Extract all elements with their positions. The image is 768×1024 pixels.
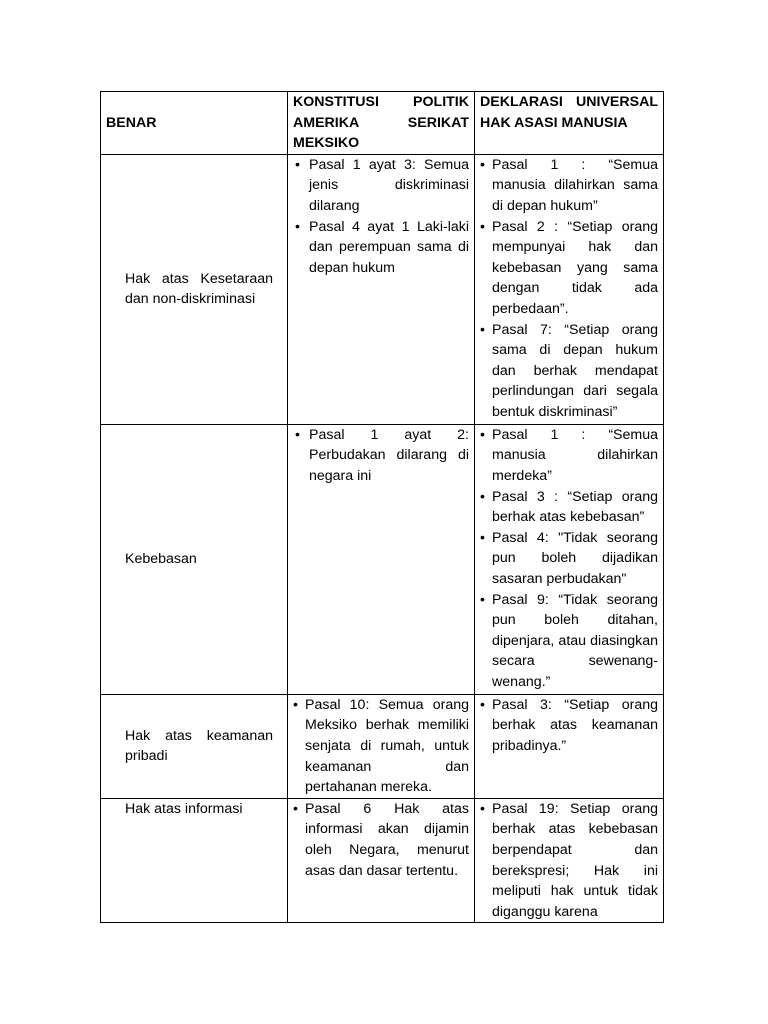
- konstitusi-list: [293, 425, 469, 487]
- table-row: [101, 154, 664, 424]
- topic-cell: [101, 154, 288, 424]
- deklarasi-cell: [475, 424, 664, 694]
- list-item: • Pasal 3: “Setiap orang berhak atas keamanan pribadinya.”: [480, 695, 658, 757]
- header-benar: BENAR: [101, 92, 288, 155]
- list-item: • Pasal 1 : “Semua manusia dilahirkan sama di depan hukum”: [480, 155, 658, 217]
- table-row: [101, 424, 664, 694]
- list-item: • Pasal 1 : “Semua manusia dilahirkan merdeka”: [480, 425, 658, 487]
- konstitusi-cell: [288, 798, 475, 923]
- konstitusi-cell: [288, 694, 475, 798]
- table-header-row: [101, 92, 664, 155]
- table-row: [101, 798, 664, 923]
- topic-label: Hak atas keamanan pribadi: [125, 727, 273, 765]
- list-item: • Pasal 19: Setiap orang berhak atas kebebasan berpendapat dan berekspresi; Hak ini meliputi hak untuk tidak diganggu karena: [480, 799, 658, 923]
- list-item: • Pasal 4: "Tidak seorang pun boleh dijadikan sasaran perbudakan": [480, 528, 658, 590]
- konstitusi-cell: [288, 154, 475, 424]
- list-item: • Pasal 1 ayat 2: Perbudakan dilarang di negara ini: [293, 425, 469, 487]
- deklarasi-cell: [475, 798, 664, 923]
- topic-cell: [101, 694, 288, 798]
- list-item: • Pasal 4 ayat 1 Laki-laki dan perempuan sama di depan hukum: [293, 217, 469, 279]
- list-item: • Pasal 7: “Setiap orang sama di depan hukum dan berhak mendapat perlindungan dari segala bentuk diskriminasi”: [480, 320, 658, 423]
- deklarasi-list: [480, 799, 658, 923]
- header-deklarasi: DEKLARASI UNIVERSAL HAK ASASI MANUSIA: [475, 92, 664, 155]
- konstitusi-list: [293, 799, 469, 881]
- header-konstitusi: KONSTITUSI POLITIK AMERIKA SERIKAT MEKSIKO: [288, 92, 475, 155]
- topic-cell: [101, 424, 288, 694]
- deklarasi-cell: [475, 154, 664, 424]
- topic-label: Hak atas Kesetaraan dan non-diskriminasi: [125, 270, 273, 308]
- deklarasi-list: [480, 155, 658, 423]
- list-item: • Pasal 2 : “Setiap orang mempunyai hak dan kebebasan yang sama dengan tidak ada perbedaan”.: [480, 217, 658, 320]
- list-item: • Pasal 10: Semua orang Meksiko berhak memiliki senjata di rumah, untuk keamanan dan pertahanan mereka.: [293, 695, 469, 798]
- deklarasi-list: [480, 425, 658, 693]
- table-row: [101, 694, 664, 798]
- konstitusi-list: [293, 155, 469, 279]
- list-item: • Pasal 9: “Tidak seorang pun boleh ditahan, dipenjara, atau diasingkan secara sewenang-wenang.”: [480, 590, 658, 693]
- list-item: • Pasal 6 Hak atas informasi akan dijamin oleh Negara, menurut asas dan dasar tertentu.: [293, 799, 469, 881]
- topic-cell: [101, 798, 288, 923]
- comparison-table: [100, 91, 664, 923]
- list-item: • Pasal 1 ayat 3: Semua jenis diskriminasi dilarang: [293, 155, 469, 217]
- topic-label: Hak atas informasi: [125, 800, 243, 817]
- list-item: • Pasal 3 : “Setiap orang berhak atas kebebasan”: [480, 487, 658, 528]
- konstitusi-list: [293, 695, 469, 798]
- deklarasi-list: [480, 695, 658, 757]
- topic-label: Kebebasan: [125, 550, 197, 567]
- deklarasi-cell: [475, 694, 664, 798]
- konstitusi-cell: [288, 424, 475, 694]
